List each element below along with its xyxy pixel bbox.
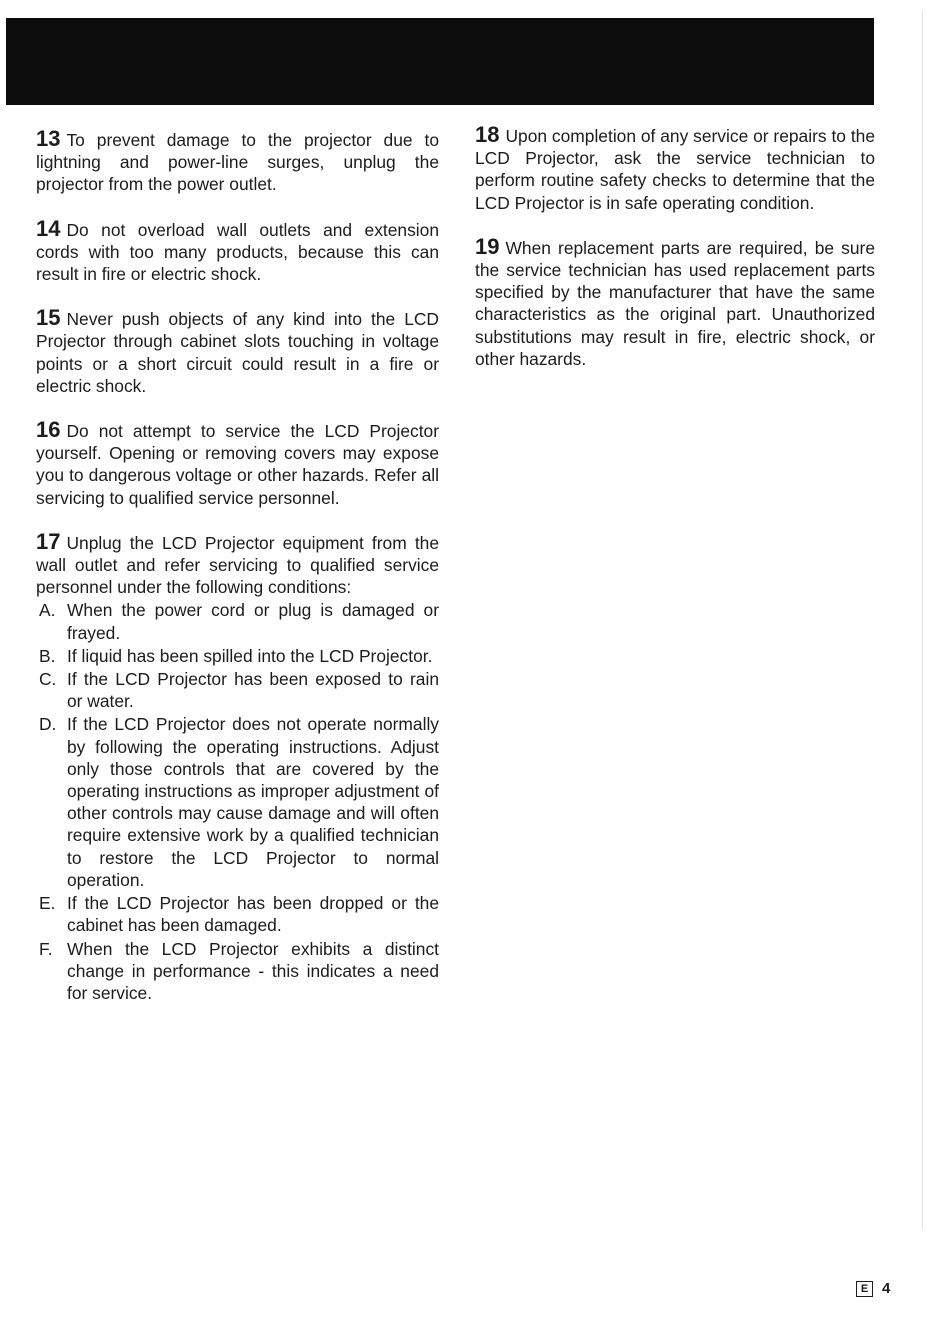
safety-item-15 xyxy=(36,307,439,397)
safety-item-16 xyxy=(36,419,439,509)
item-number: 19 xyxy=(475,233,500,259)
right-column xyxy=(475,124,875,392)
condition-b xyxy=(36,645,439,667)
condition-e xyxy=(36,892,439,936)
item-number: 18 xyxy=(475,122,500,147)
condition-letter: A. xyxy=(39,600,56,621)
item-text: When replacement parts are required, be sure the service technician has used replacement parts specified by the manufacturer that have the same characteristics as the original part. Unauthorized substitutions may result in fire, electric shock, or other hazards. xyxy=(475,237,875,369)
safety-item-17 xyxy=(36,528,439,599)
condition-text: If the LCD Projector has been exposed to rain or water. xyxy=(67,669,439,712)
item-number: 13 xyxy=(36,126,61,151)
safety-item-14 xyxy=(36,215,439,286)
item-number: 16 xyxy=(36,417,61,443)
safety-item-18 xyxy=(475,124,875,214)
safety-item-19 xyxy=(475,233,875,370)
page-footer xyxy=(856,1280,890,1297)
safety-item-13 xyxy=(36,128,439,196)
item-text: Unplug the LCD Projector equipment from the wall outlet and refer servicing to qualified service personnel under the following conditions: xyxy=(36,532,439,598)
condition-text: If the LCD Projector does not operate normally by following the operating instructions. Adjust only those controls that are covered by the operating instructions as improper adjustment of other controls may cause damage and will often require extensive work by a qualified technician to restore the LCD Projector to normal operation. xyxy=(67,714,439,890)
language-badge: E xyxy=(856,1281,873,1297)
condition-letter: E. xyxy=(39,893,56,914)
page-number: 4 xyxy=(882,1280,891,1297)
condition-text: When the power cord or plug is damaged or frayed. xyxy=(67,600,439,643)
item-text: To prevent damage to the projector due to lightning and power-line surges, unplug the projector from the power outlet. xyxy=(36,130,439,195)
condition-text: If liquid has been spilled into the LCD Projector. xyxy=(67,645,433,666)
item-text: Never push objects of any kind into the LCD Projector through cabinet slots touching in voltage points or a short circuit could result in a fire or electric shock. xyxy=(36,309,439,396)
page-edge-line xyxy=(922,10,923,1230)
header-band xyxy=(6,18,874,105)
condition-letter: B. xyxy=(39,645,56,666)
left-column xyxy=(36,128,439,1005)
condition-letter: F. xyxy=(39,938,53,959)
service-conditions-list xyxy=(36,599,439,1004)
condition-d xyxy=(36,713,439,891)
item-number: 15 xyxy=(36,305,61,331)
condition-text: If the LCD Projector has been dropped or the cabinet has been damaged. xyxy=(67,893,439,936)
item-number: 14 xyxy=(36,215,61,241)
item-text: Upon completion of any service or repairs to the LCD Projector, ask the service technician to perform routine safety checks to determine that the LCD Projector is in safe operating condition. xyxy=(475,126,875,213)
condition-letter: D. xyxy=(39,714,57,735)
condition-letter: C. xyxy=(39,669,57,690)
condition-a xyxy=(36,599,439,643)
item-text: Do not overload wall outlets and extension cords with too many products, because this can result in fire or electric shock. xyxy=(36,219,439,285)
condition-c xyxy=(36,668,439,712)
condition-f xyxy=(36,938,439,1005)
condition-text: When the LCD Projector exhibits a distinct change in performance - this indicates a need for service. xyxy=(67,938,439,1003)
item-text: Do not attempt to service the LCD Projector yourself. Opening or removing covers may expose you to dangerous voltage or other hazards. Refer all servicing to qualified service personnel. xyxy=(36,421,439,508)
item-number: 17 xyxy=(36,528,61,554)
